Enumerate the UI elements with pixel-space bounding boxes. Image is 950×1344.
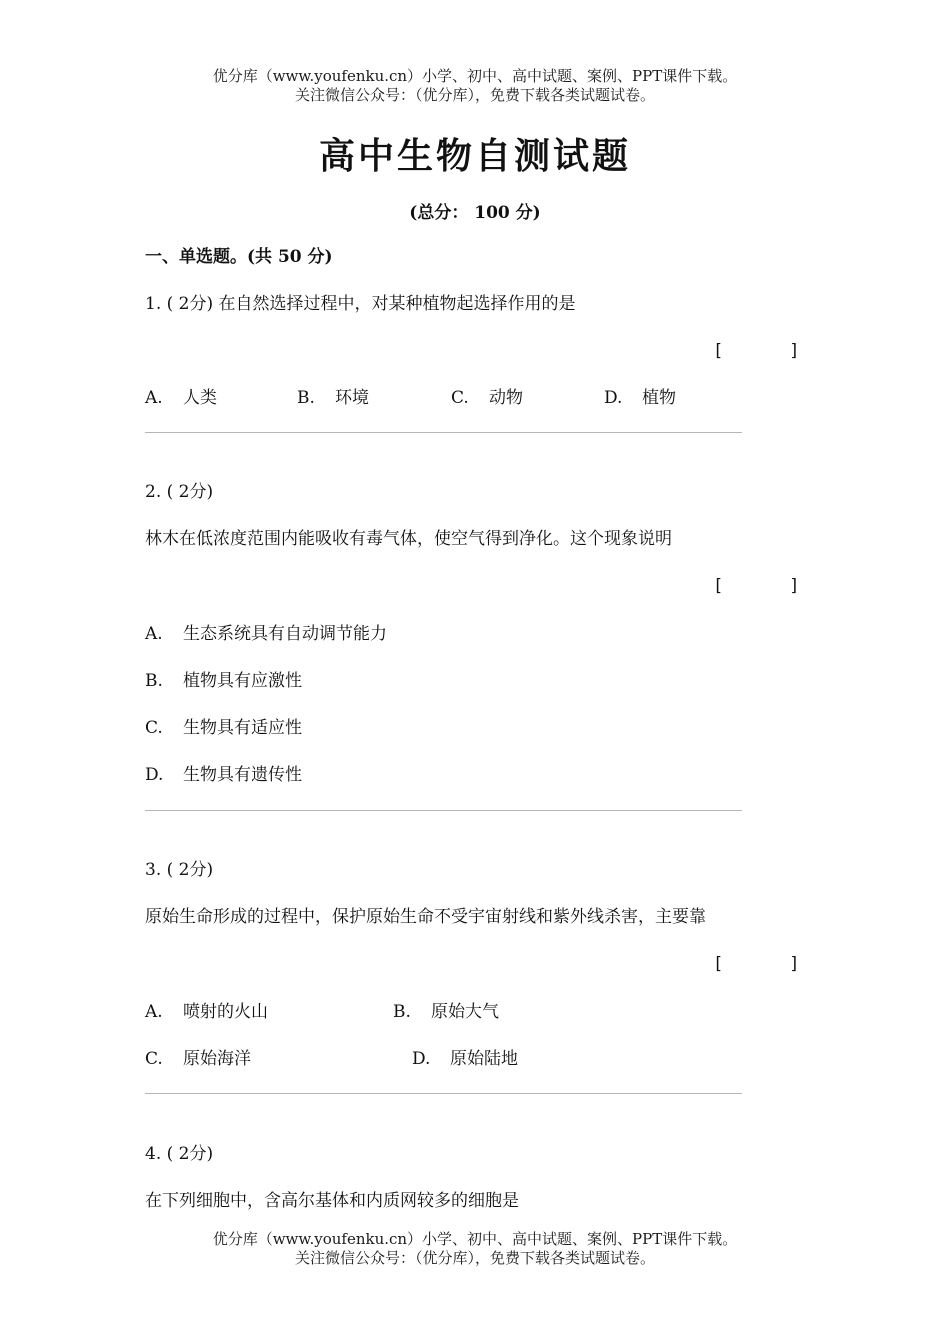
- q1-option-a[interactable]: [145, 386, 217, 410]
- q3-option-d[interactable]: [412, 1047, 518, 1071]
- question-divider: [145, 810, 742, 811]
- page-footer-line2: 关注微信公众号：（优分库），免费下载各类试题试卷。: [294, 1249, 655, 1267]
- bracket-left: [: [713, 341, 724, 361]
- option-key: D.: [604, 388, 623, 408]
- answer-bracket-1[interactable]: [713, 339, 800, 363]
- question-divider: [145, 1093, 742, 1094]
- q3-option-c[interactable]: [145, 1047, 251, 1071]
- bracket-right: ]: [789, 954, 800, 974]
- page-header-line1: 优分库（www.youfenku.cn）小学、初中、高中试题、案例、PPT课件下载。: [212, 67, 738, 85]
- answer-bracket-3[interactable]: [713, 952, 800, 976]
- q1-option-b[interactable]: [297, 386, 369, 410]
- question-3-head: 3. ( 2分): [145, 860, 214, 880]
- option-key: A.: [145, 624, 163, 644]
- question-2-stem: 林木在低浓度范围内能吸收有毒气体，使空气得到净化。这个现象说明: [145, 529, 672, 549]
- q2-option-d[interactable]: [145, 763, 302, 787]
- option-text: 原始大气: [431, 1002, 499, 1022]
- page-footer-line1: 优分库（www.youfenku.cn）小学、初中、高中试题、案例、PPT课件下载。: [212, 1230, 738, 1248]
- option-key: B.: [145, 671, 163, 691]
- bracket-left: [: [713, 576, 724, 596]
- answer-bracket-2[interactable]: [713, 574, 800, 598]
- page-header-line2: 关注微信公众号：（优分库），免费下载各类试题试卷。: [294, 86, 655, 104]
- option-text: 生物具有适应性: [183, 718, 302, 738]
- q2-option-c[interactable]: [145, 716, 302, 740]
- option-key: D.: [145, 765, 164, 785]
- question-1-head: 1. ( 2分) 在自然选择过程中，对某种植物起选择作用的是: [145, 294, 576, 314]
- q1-option-d[interactable]: [604, 386, 676, 410]
- option-key: C.: [451, 388, 469, 408]
- question-4-stem: 在下列细胞中，含高尔基体和内质网较多的细胞是: [145, 1191, 519, 1211]
- option-text: 动物: [489, 388, 523, 408]
- question-divider: [145, 432, 742, 433]
- option-key: B.: [297, 388, 315, 408]
- question-3-stem: 原始生命形成的过程中，保护原始生命不受宇宙射线和紫外线杀害，主要靠: [145, 907, 706, 927]
- section-heading: 一、单选题。(共 50 分): [145, 247, 333, 267]
- option-text: 原始海洋: [183, 1049, 251, 1069]
- option-text: 喷射的火山: [183, 1002, 268, 1022]
- exam-title: 高中生物自测试题: [318, 135, 631, 177]
- option-text: 生物具有遗传性: [183, 765, 302, 785]
- option-text: 环境: [335, 388, 369, 408]
- option-text: 原始陆地: [450, 1049, 518, 1069]
- option-key: D.: [412, 1049, 431, 1069]
- q2-option-b[interactable]: [145, 669, 302, 693]
- q2-option-a[interactable]: [145, 622, 387, 646]
- question-2-head: 2. ( 2分): [145, 482, 214, 502]
- option-text: 植物具有应激性: [183, 671, 302, 691]
- bracket-right: ]: [789, 576, 800, 596]
- option-key: A.: [145, 388, 163, 408]
- question-4-head: 4. ( 2分): [145, 1144, 214, 1164]
- option-text: 人类: [183, 388, 217, 408]
- option-key: A.: [145, 1002, 163, 1022]
- option-key: B.: [393, 1002, 411, 1022]
- bracket-right: ]: [789, 341, 800, 361]
- bracket-left: [: [713, 954, 724, 974]
- option-text: 生态系统具有自动调节能力: [183, 624, 387, 644]
- q1-option-c[interactable]: [451, 386, 523, 410]
- q3-option-a[interactable]: [145, 1000, 268, 1024]
- q3-option-b[interactable]: [393, 1000, 499, 1024]
- option-text: 植物: [642, 388, 676, 408]
- option-key: C.: [145, 1049, 163, 1069]
- option-key: C.: [145, 718, 163, 738]
- exam-total-score: (总分： 100 分): [409, 203, 541, 223]
